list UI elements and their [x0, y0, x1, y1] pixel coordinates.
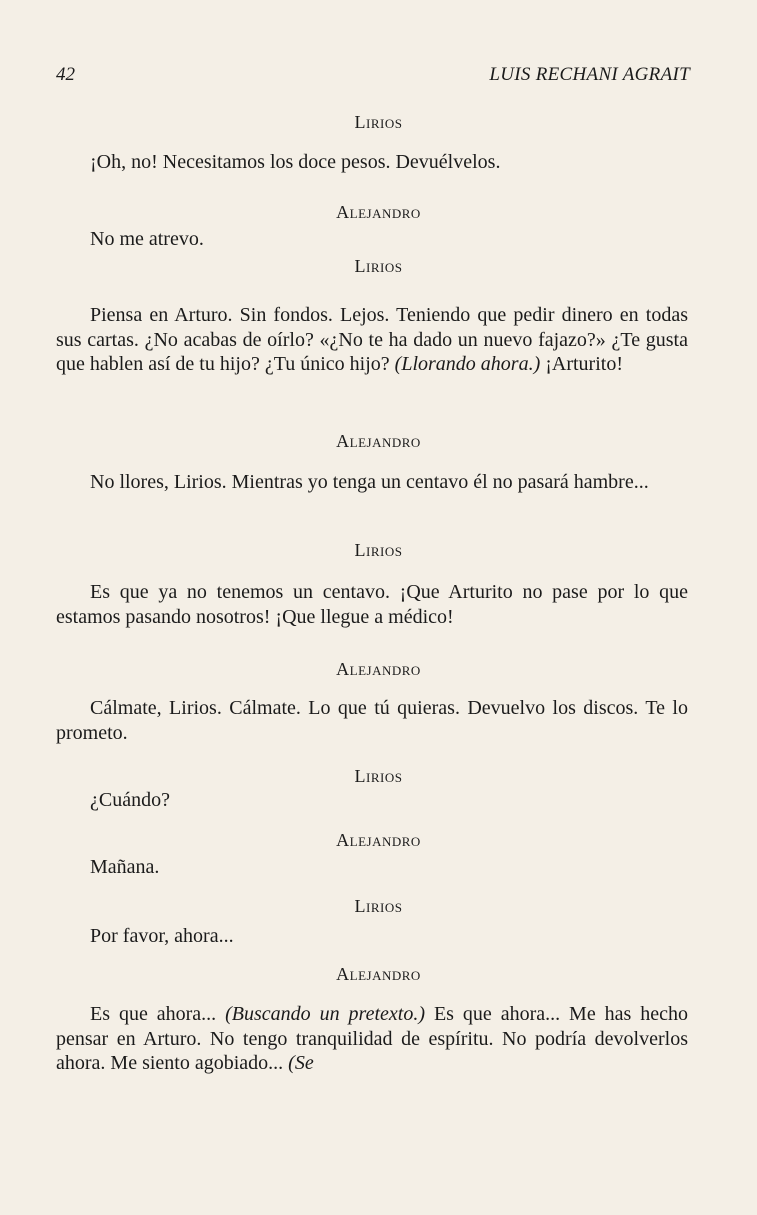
line-text: Mañana. — [90, 856, 160, 878]
dialogue-line — [90, 788, 688, 813]
speaker-name: Alejandro — [336, 202, 421, 222]
dialogue-line — [56, 1002, 688, 1076]
stage-direction: (Buscando un pretexto.) — [225, 1003, 425, 1025]
dialogue-line — [56, 580, 688, 629]
dialogue-line — [56, 696, 688, 745]
line-text: Es que ya no tenemos un centavo. ¡Que Arturito no pase por lo que estamos pasando nosotros! ¡Que llegue a médico! — [56, 581, 688, 628]
speaker-name: Lirios — [354, 540, 403, 560]
dialogue-line — [56, 470, 688, 495]
line-text: ¡Arturito! — [540, 353, 623, 375]
dialogue-line — [56, 303, 688, 377]
speaker-name: Alejandro — [336, 431, 421, 451]
page-header — [56, 64, 690, 92]
line-text: Por favor, ahora... — [90, 925, 234, 947]
dialogue-line — [90, 924, 688, 949]
dialogue-line — [90, 855, 688, 880]
stage-direction: (Llorando ahora.) — [394, 353, 541, 375]
speaker-name: Lirios — [354, 256, 403, 276]
speaker-name: Alejandro — [336, 659, 421, 679]
speaker-name: Lirios — [354, 896, 403, 916]
line-text: ¿Cuándo? — [90, 789, 170, 811]
speaker-name: Alejandro — [336, 964, 421, 984]
line-text: Es que ahora... — [90, 1003, 226, 1025]
dialogue-line — [90, 227, 688, 252]
speaker-name: Lirios — [354, 112, 403, 132]
line-text: Piensa en Arturo. Sin fondos. Lejos. Teniendo que pedir dinero en todas sus cartas. ¿No acabas de oírlo? «¿No te ha dado un nuevo fajazo?» ¿Te gusta que hablen así de tu hijo? ¿Tu único hijo? — [56, 304, 688, 375]
line-text: Es que ahora... Me has hecho pensar en Arturo. No tengo tranquilidad de espíritu. No podría devolverlos ahora. Me siento agobiado... — [56, 1003, 689, 1074]
line-text: No llores, Lirios. Mientras yo tenga un centavo él no pasará hambre... — [90, 471, 649, 493]
speaker-name: Lirios — [354, 766, 403, 786]
stage-direction: (Se — [288, 1052, 314, 1074]
line-text: No me atrevo. — [90, 228, 204, 250]
line-text: ¡Oh, no! Necesitamos los doce pesos. Devuélvelos. — [90, 151, 501, 173]
running-head: LUIS RECHANI AGRAIT — [489, 64, 690, 85]
line-text: Cálmate, Lirios. Cálmate. Lo que tú quieras. Devuelvo los discos. Te lo prometo. — [56, 697, 688, 744]
dialogue-line — [90, 150, 688, 175]
speaker-name: Alejandro — [336, 830, 421, 850]
page-number: 42 — [56, 64, 75, 85]
